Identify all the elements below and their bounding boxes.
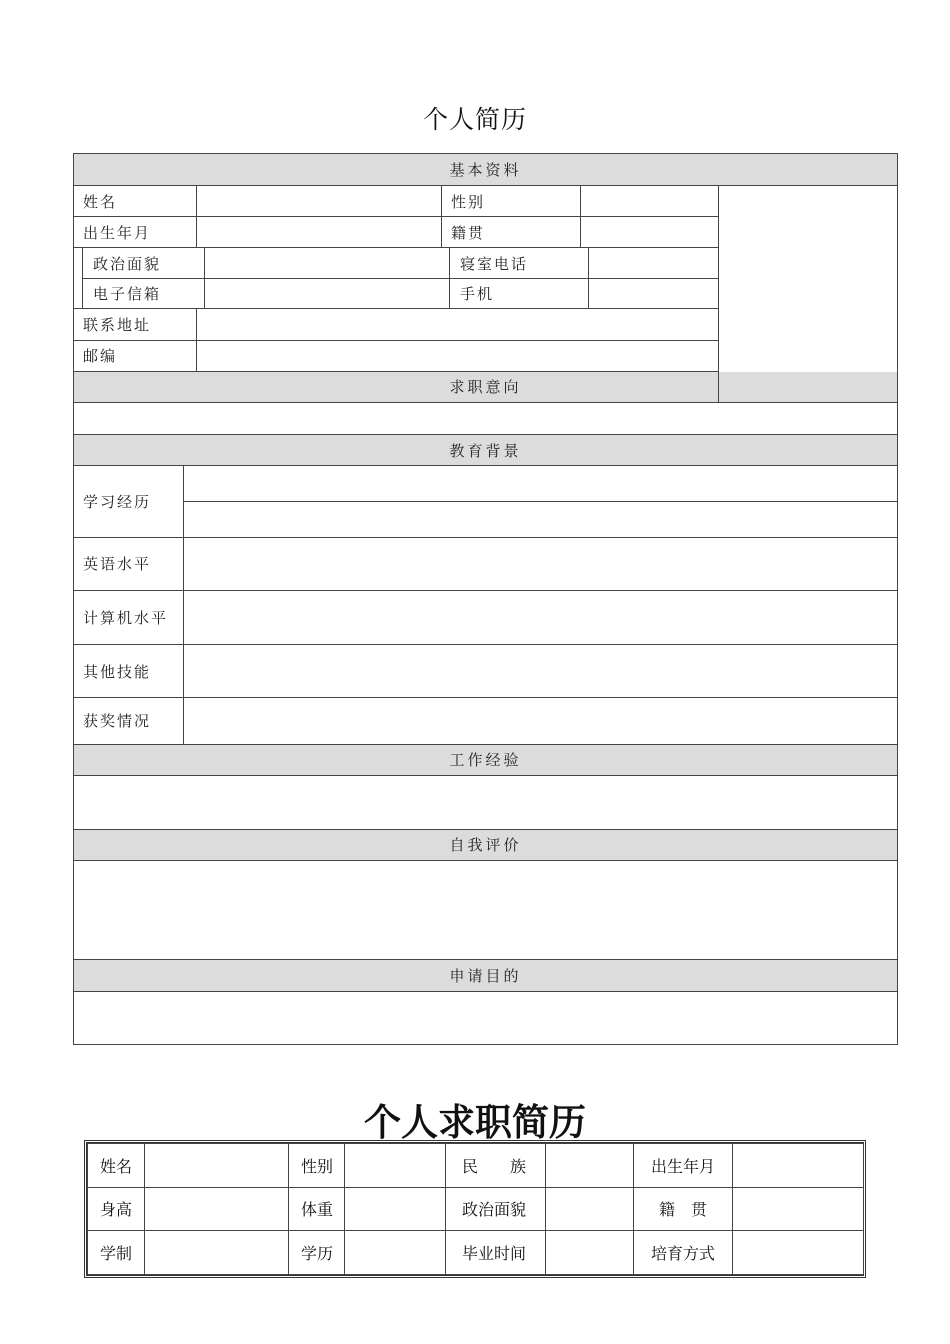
label-email: 电子信箱 [83,278,205,308]
value-awards[interactable] [184,698,898,744]
value-birth[interactable] [733,1144,864,1188]
value-postcode[interactable] [197,340,719,371]
value-political-status[interactable] [205,248,450,279]
section-job-intent: 求职意向 [74,371,898,402]
label-birth: 出生年月 [74,217,197,248]
label-education: 学历 [289,1231,345,1275]
label-birth: 出生年月 [634,1144,733,1188]
value-native-place[interactable] [733,1187,864,1231]
value-application-purpose[interactable] [74,991,898,1044]
section-work-experience: 工作经验 [74,744,898,775]
value-mobile[interactable] [589,278,719,308]
job-resume-title: 个人求职简历 [364,1101,586,1144]
value-birth[interactable] [197,217,442,248]
contact-subgrid [74,248,719,308]
study-history-line-1[interactable] [184,466,897,501]
label-ethnicity: 民 族 [446,1144,546,1188]
label-training-mode: 培育方式 [634,1231,733,1275]
label-computer-level: 计算机水平 [74,590,184,644]
label-name: 姓名 [74,186,197,217]
label-gender: 性别 [442,186,581,217]
value-address[interactable] [197,308,719,340]
label-address: 联系地址 [74,308,197,340]
job-resume-table-frame [84,1140,866,1278]
value-other-skills[interactable] [184,645,898,698]
value-graduation-time[interactable] [546,1231,634,1275]
section-education: 教育背景 [74,435,898,466]
section-self-evaluation: 自我评价 [74,829,898,860]
label-study-history: 学习经历 [74,466,184,537]
section-basic-info: 基本资料 [74,154,898,186]
value-self-evaluation[interactable] [74,861,898,960]
value-computer-level[interactable] [184,590,898,644]
value-native-place[interactable] [581,217,719,248]
label-name: 姓名 [88,1144,145,1188]
value-training-mode[interactable] [733,1231,864,1275]
section-application-purpose: 申请目的 [74,960,898,991]
label-school-system: 学制 [88,1231,145,1275]
value-school-system[interactable] [145,1231,289,1275]
job-resume-table [87,1143,864,1275]
value-dorm-phone[interactable] [589,248,719,279]
label-political-status: 政治面貌 [83,248,205,279]
value-name[interactable] [145,1144,289,1188]
value-ethnicity[interactable] [546,1144,634,1188]
label-gender: 性别 [289,1144,345,1188]
value-name[interactable] [197,186,442,217]
value-education[interactable] [345,1231,446,1275]
photo-box[interactable] [719,186,898,403]
study-history-cell [184,466,898,537]
label-height: 身高 [88,1187,145,1231]
value-gender[interactable] [345,1144,446,1188]
contact-subtable [82,248,719,308]
label-dorm-phone: 寝室电话 [450,248,589,279]
value-height[interactable] [145,1187,289,1231]
label-weight: 体重 [289,1187,345,1231]
value-weight[interactable] [345,1187,446,1231]
value-political-status[interactable] [546,1187,634,1231]
value-email[interactable] [205,278,450,308]
resume-title: 个人简历 [422,105,527,134]
value-work-experience[interactable] [74,775,898,829]
value-gender[interactable] [581,186,719,217]
label-other-skills: 其他技能 [74,645,184,698]
label-political-status: 政治面貌 [446,1187,546,1231]
label-awards: 获奖情况 [74,698,184,744]
label-mobile: 手机 [450,278,589,308]
label-english-level: 英语水平 [74,537,184,590]
value-english-level[interactable] [184,537,898,590]
label-graduation-time: 毕业时间 [446,1231,546,1275]
label-native-place: 籍 贯 [634,1187,733,1231]
label-native-place: 籍贯 [442,217,581,248]
basic-resume-table [73,153,898,1045]
value-job-intent[interactable] [74,403,898,435]
label-postcode: 邮编 [74,340,197,371]
study-history-line-2[interactable] [184,501,897,536]
study-history-lines [184,466,897,536]
